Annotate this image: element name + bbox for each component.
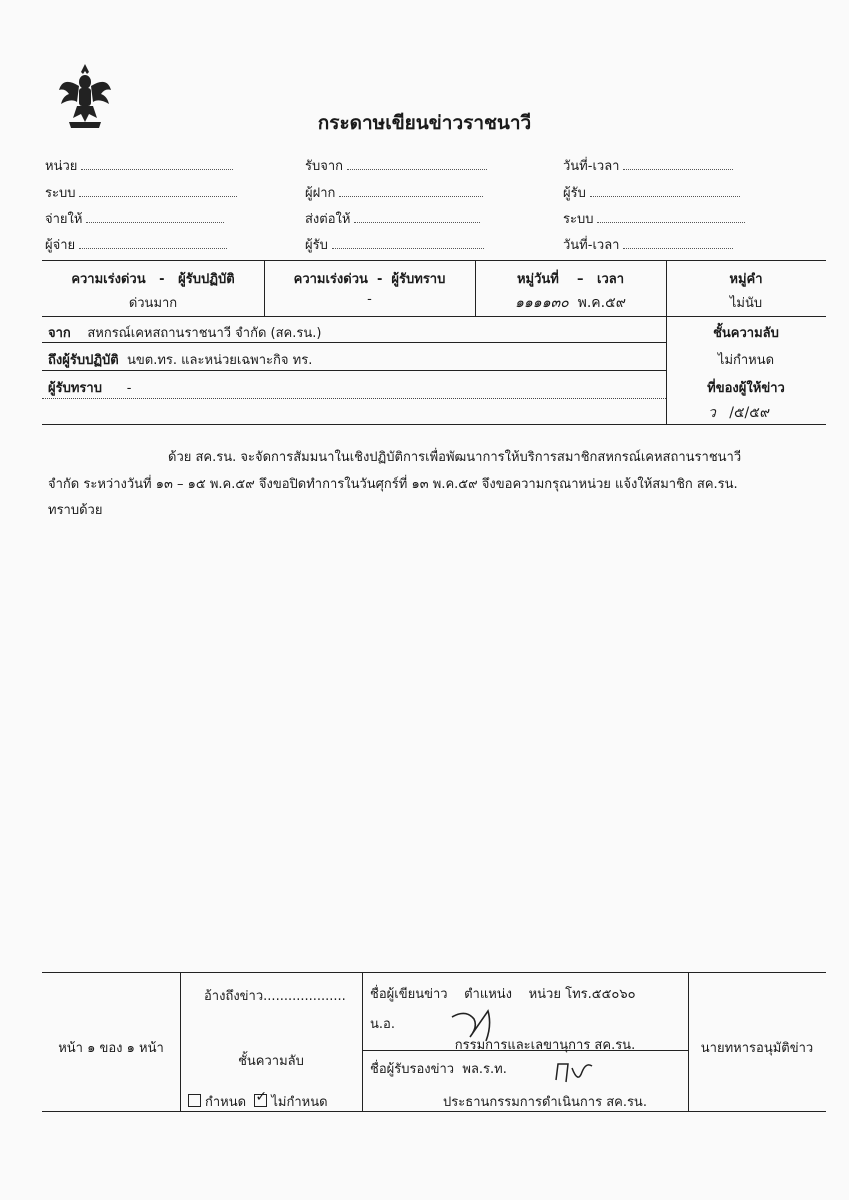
classification-value: ไม่กำหนด xyxy=(717,353,775,368)
originator-ref-value: ว /๕/๕๙ xyxy=(708,405,771,421)
field-receiver-2: ผู้รับ xyxy=(563,182,740,203)
word-count-value: ไม่นับ xyxy=(729,296,763,311)
approver-position: ประธานกรรมการดำเนินการ สค.รน. xyxy=(443,1095,647,1110)
field-depositor: ผู้ฝาก xyxy=(305,182,483,203)
writer-signature-icon xyxy=(448,1005,508,1047)
writer-rank: น.อ. xyxy=(370,1017,395,1032)
field-unit: หน่วย xyxy=(45,155,233,176)
datetime-group-value: ๑๑๑๑๓๐ พ.ค.๕๙ xyxy=(515,295,626,311)
originator-ref-label: ที่ของผู้ให้ข่าว xyxy=(707,381,785,396)
classification-label: ชั้นความลับ xyxy=(713,326,779,341)
priority-info-header: ความเร่งด่วน - ผู้รับทราบ xyxy=(293,272,446,287)
field-forward-to: ส่งต่อให้ xyxy=(305,208,480,229)
field-system: ระบบ xyxy=(45,182,237,203)
priority-action-header: ความเร่งด่วน - ผู้รับปฏิบัติ xyxy=(71,272,235,287)
priority-info-value: - xyxy=(367,292,372,307)
field-datetime-1: วันที่-เวลา xyxy=(563,155,733,176)
writer-position: กรรมการและเลขานุการ สค.รน. xyxy=(454,1038,636,1053)
field-datetime-2: วันที่-เวลา xyxy=(563,234,733,255)
footer-classification-label: ชั้นความลับ xyxy=(238,1054,304,1069)
message-body-line-2: จำกัด ระหว่างวันที่ ๑๓ – ๑๕ พ.ค.๕๙ จึงขอปิดทำการในวันศุกร์ที่ ๑๓ พ.ค.๕๙ จึงขอความกรุณาหน่วย แจ้งให้สมาชิก สค.รน. xyxy=(48,477,738,492)
approver-signature-icon xyxy=(552,1058,596,1086)
checkbox-specified[interactable] xyxy=(188,1094,201,1107)
message-body-line-1: ด้วย สค.รน. จะจัดการสัมมนาในเชิงปฏิบัติการเพื่อพัฒนาการให้บริการสมาชิกสหกรณ์เคหสถานราชนาวี xyxy=(168,450,742,465)
word-count-header: หมู่คำ xyxy=(729,272,763,287)
action-addressee-row: ถึงผู้รับปฏิบัติ นขต.ทร. และหน่วยเฉพาะกิจ ทร. xyxy=(48,353,313,368)
writer-row: ชื่อผู้เขียนข่าว ตำแหน่ง หน่วย โทร.๕๕๐๖๐ xyxy=(370,987,636,1002)
info-addressee-row: ผู้รับทราบ - xyxy=(48,381,132,396)
priority-action-value: ด่วนมาก xyxy=(128,296,178,311)
from-row: จาก สหกรณ์เคหสถานราชนาวี จำกัด (สค.รน.) xyxy=(48,326,322,341)
checkbox-not-specified[interactable] xyxy=(254,1094,267,1107)
classification-options: กำหนด ✓ ไม่กำหนด xyxy=(188,1091,328,1112)
reference-message: อ้างถึงข่าว.................... xyxy=(204,989,346,1004)
datetime-group-header: หมู่วันที่ – เวลา xyxy=(516,272,625,287)
page-title: กระดาษเขียนข่าวราชนาวี xyxy=(317,112,532,134)
field-issuer: ผู้จ่าย xyxy=(45,234,227,255)
approver-row: ชื่อผู้รับรองข่าว พล.ร.ท. xyxy=(370,1062,507,1077)
field-system-2: ระบบ xyxy=(563,208,745,229)
approving-officer-label: นายทหารอนุมัติข่าว xyxy=(700,1041,814,1056)
message-body-line-3: ทราบด้วย xyxy=(48,503,103,518)
field-receiver: ผู้รับ xyxy=(305,234,484,255)
field-issue-to: จ่ายให้ xyxy=(45,208,224,229)
page-number: หน้า ๑ ของ ๑ หน้า xyxy=(58,1041,164,1056)
field-received-from: รับจาก xyxy=(305,155,487,176)
